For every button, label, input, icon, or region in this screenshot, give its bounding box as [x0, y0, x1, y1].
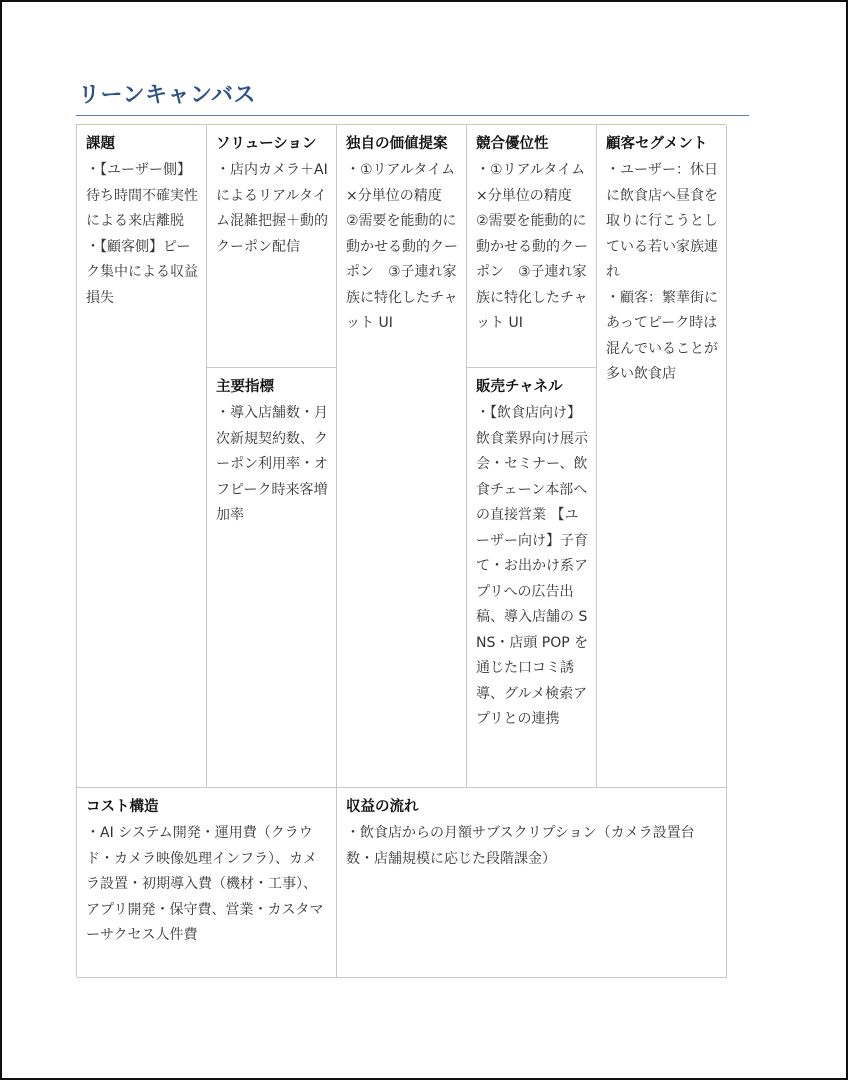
competitive-advantage-cell: [467, 125, 597, 368]
value-proposition-cell: [337, 125, 467, 788]
customer-segments-heading: 顧客セグメント: [606, 136, 708, 152]
revenue-streams-heading: 収益の流れ: [346, 799, 419, 815]
channels-cell: [467, 368, 597, 788]
key-metrics-heading: 主要指標: [216, 379, 274, 395]
value-proposition-heading: 独自の価値提案: [346, 136, 448, 152]
title-underline: [76, 115, 749, 116]
channels-heading: 販売チャネル: [476, 379, 563, 395]
page-title: リーンキャンバス: [78, 83, 257, 108]
problem-heading: 課題: [86, 136, 115, 152]
revenue-streams-cell: [337, 788, 727, 978]
competitive-advantage-text: ・①リアルタイム×分単位の精度 ②需要を能動的に動かせる動的クーポン ③子連れ家族に特化したチャット UI: [476, 162, 588, 331]
solution-cell: [207, 125, 337, 368]
key-metrics-text: ・導入店舗数・月次新規契約数、クーポン利用率・オフピーク時来客増加率: [216, 405, 328, 523]
value-proposition-text: ・①リアルタイム×分単位の精度 ②需要を能動的に動かせる動的クーポン ③子連れ家族に特化したチャット UI: [346, 162, 458, 331]
cost-structure-heading: コスト構造: [86, 799, 159, 815]
cost-structure-cell: [77, 788, 337, 978]
revenue-streams-text: ・飲食店からの月額サブスクリプション（カメラ設置台数・店舗規模に応じた段階課金）: [346, 825, 695, 867]
problem-cell: [77, 125, 207, 788]
competitive-advantage-heading: 競合優位性: [476, 136, 549, 152]
lean-canvas: [76, 124, 726, 977]
cost-structure-text: ・AI システム開発・運用費（クラウド・カメラ映像処理インフラ）、カメラ設置・初期導入費（機材・工事）、アプリ開発・保守費、営業・カスタマーサクセス人件費: [86, 825, 324, 943]
solution-text: ・店内カメラ＋AI によるリアルタイム混雑把握＋動的クーポン配信: [216, 162, 333, 255]
key-metrics-cell: [207, 368, 337, 788]
customer-segments-text: ・ユーザー：休日に飲食店へ昼食を取りに行こうとしている若い家族連れ ・顧客：繁華街にあってピーク時は混んでいることが多い飲食店: [606, 162, 718, 382]
channels-text: ・【飲食店向け】飲食業界向け展示会・セミナー、飲食チェーン本部への直接営業 【ユーザー向け】子育て・お出かけ系アプリへの広告出稿、導入店舗の SNS・店頭 POP を通じた口コミ誘導、グルメ検索アプリとの連携: [476, 405, 589, 727]
solution-heading: ソリューション: [216, 136, 317, 152]
customer-segments-cell: [597, 125, 727, 788]
problem-text: ・【ユーザー側】待ち時間不確実性による来店離脱 ・【顧客側】ピーク集中による収益損失: [86, 162, 198, 306]
